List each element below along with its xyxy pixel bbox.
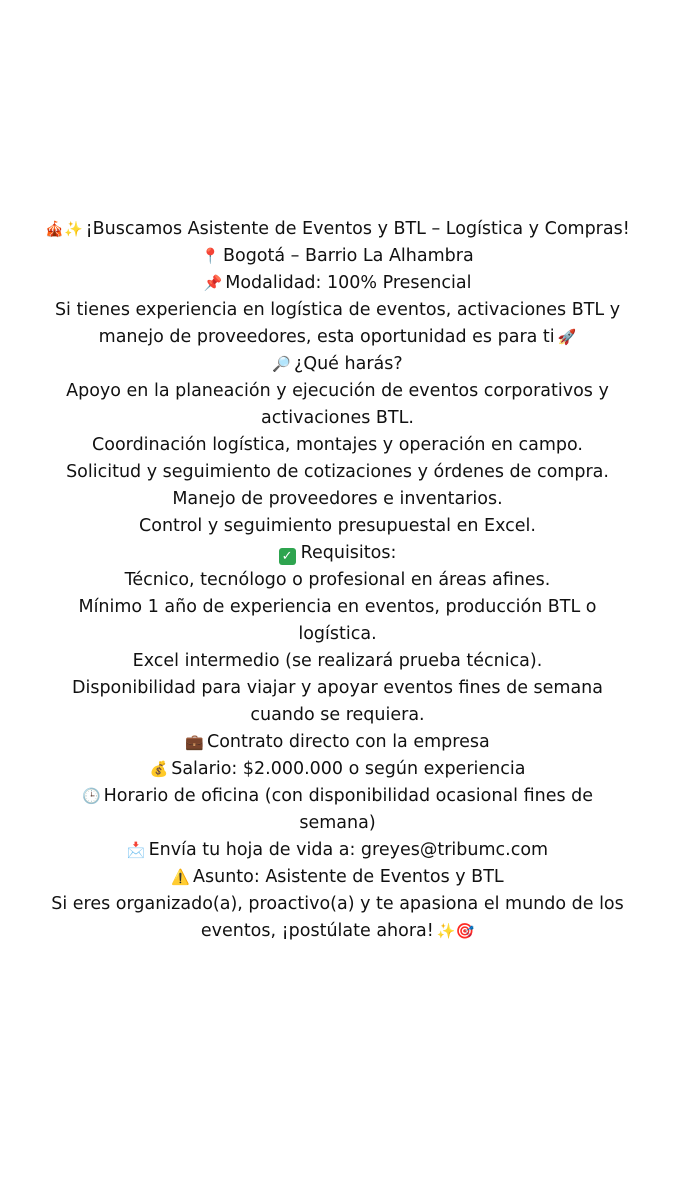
closing-line-2 <box>22 918 653 945</box>
task-line: Control y seguimiento presupuestal en Excel. <box>139 516 536 536</box>
task-line: Coordinación logística, montajes y operación en campo. <box>92 435 583 455</box>
task-line: activaciones BTL. <box>261 408 414 428</box>
closing-text-2: eventos, ¡postúlate ahora! <box>200 921 434 941</box>
requirement-line: Mínimo 1 año de experiencia en eventos, producción BTL o <box>78 597 597 617</box>
check-mark-icon: ✓ <box>279 548 296 565</box>
task-line: Manejo de proveedores e inventarios. <box>172 489 503 509</box>
money-bag-icon: 💰 <box>149 760 169 778</box>
contract-line <box>22 729 653 756</box>
clock-icon: 🕒 <box>81 787 101 805</box>
task-line: Apoyo en la planeación y ejecución de eventos corporativos y <box>66 381 609 401</box>
circus-sparkles-icon: 🎪✨ <box>45 220 83 238</box>
location-line <box>22 243 653 270</box>
requirement-line: Técnico, tecnólogo o profesional en áreas afines. <box>124 570 551 590</box>
tasks-heading-text: ¿Qué harás? <box>294 354 403 374</box>
requirements-heading <box>22 540 653 567</box>
magnifier-icon: 🔎 <box>272 355 292 373</box>
requirement-line: Disponibilidad para viajar y apoyar eventos fines de semana <box>71 678 603 698</box>
schedule-line-2: semana) <box>299 813 376 833</box>
schedule-line-1 <box>22 783 653 810</box>
briefcase-icon: 💼 <box>185 733 204 751</box>
contract-text: Contrato directo con la empresa <box>206 732 490 752</box>
post-title-text: ¡Buscamos Asistente de Eventos y BTL – Logística y Compras! <box>85 219 630 239</box>
modality-line <box>22 270 653 297</box>
closing-line-1: Si eres organizado(a), proactivo(a) y te apasiona el mundo de los <box>51 894 624 914</box>
requirements-heading-text: Requisitos: <box>300 543 397 563</box>
subject-line <box>22 864 653 891</box>
pushpin-icon: 📌 <box>203 274 223 292</box>
intro-text-2: manejo de proveedores, esta oportunidad es para ti <box>98 327 555 347</box>
modality-text: Modalidad: 100% Presencial <box>225 273 472 293</box>
post-title <box>22 216 653 243</box>
requirement-line: cuando se requiera. <box>250 705 425 725</box>
intro-line-1: Si tienes experiencia en logística de eventos, activaciones BTL y <box>54 300 621 320</box>
intro-line-2 <box>22 324 653 351</box>
requirement-line: Excel intermedio (se realizará prueba técnica). <box>132 651 543 671</box>
job-post <box>22 216 653 945</box>
salary-line <box>22 756 653 783</box>
salary-text: Salario: $2.000.000 o según experiencia <box>171 759 526 779</box>
subject-text: Asunto: Asistente de Eventos y BTL <box>193 867 504 887</box>
location-text: Bogotá – Barrio La Alhambra <box>222 246 474 266</box>
tasks-heading <box>22 351 653 378</box>
sparkles-target-icon: ✨🎯 <box>436 922 475 940</box>
requirement-line: logística. <box>298 624 377 644</box>
pin-icon: 📍 <box>201 247 220 265</box>
envelope-icon: 📩 <box>126 841 146 859</box>
schedule-text-1: Horario de oficina (con disponibilidad ocasional fines de <box>103 786 594 806</box>
send-line <box>22 837 653 864</box>
rocket-icon: 🚀 <box>557 328 577 346</box>
task-line: Solicitud y seguimiento de cotizaciones y órdenes de compra. <box>66 462 609 482</box>
warning-icon: ⚠️ <box>171 868 191 886</box>
send-text: Envía tu hoja de vida a: greyes@tribumc.com <box>148 840 549 860</box>
